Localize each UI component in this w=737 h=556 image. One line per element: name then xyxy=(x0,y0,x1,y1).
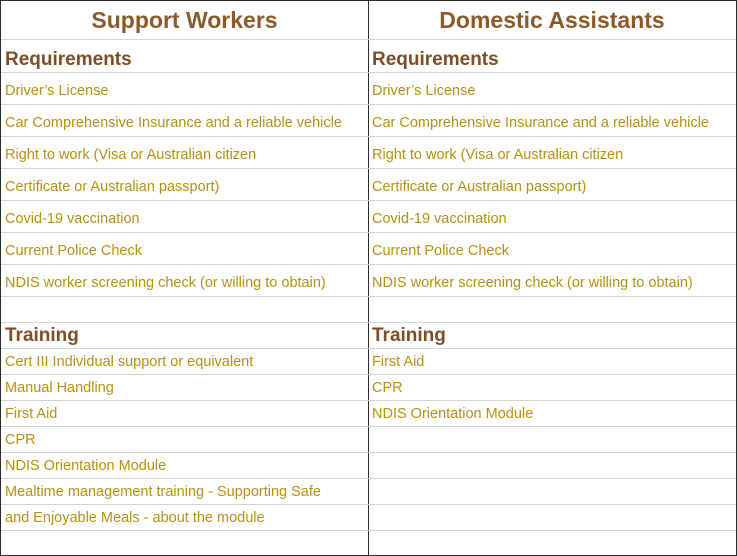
requirement-item: Current Police Check xyxy=(368,233,736,265)
requirement-item: Right to work (Visa or Australian citizen xyxy=(368,137,736,169)
training-item: Manual Handling xyxy=(1,375,368,401)
empty-row xyxy=(368,427,736,453)
requirement-item: Right to work (Visa or Australian citizen xyxy=(1,137,368,169)
requirement-item: Covid-19 vaccination xyxy=(1,201,368,233)
training-item: First Aid xyxy=(368,349,736,375)
training-item: Cert III Individual support or equivalent xyxy=(1,349,368,375)
empty-row xyxy=(368,453,736,479)
training-item: and Enjoyable Meals - about the module xyxy=(1,505,368,531)
requirement-item: NDIS worker screening check (or willing to obtain) xyxy=(1,265,368,297)
requirements-heading: Requirements xyxy=(368,40,736,73)
requirement-item: Driver’s License xyxy=(368,73,736,105)
training-item: First Aid xyxy=(1,401,368,427)
requirement-item: Driver’s License xyxy=(1,73,368,105)
domestic-assistants-column xyxy=(368,0,737,556)
empty-row xyxy=(368,479,736,505)
requirement-item: Car Comprehensive Insurance and a reliable vehicle xyxy=(1,105,368,137)
training-item: CPR xyxy=(368,375,736,401)
requirement-item: Covid-19 vaccination xyxy=(368,201,736,233)
requirement-item: NDIS worker screening check (or willing to obtain) xyxy=(368,265,736,297)
training-heading: Training xyxy=(1,323,368,349)
training-item: NDIS Orientation Module xyxy=(1,453,368,479)
empty-row xyxy=(368,505,736,531)
column-title: Support Workers xyxy=(1,1,368,40)
requirement-item: Car Comprehensive Insurance and a reliable vehicle xyxy=(368,105,736,137)
empty-row xyxy=(1,531,368,555)
requirement-item: Certificate or Australian passport) xyxy=(1,169,368,201)
empty-row xyxy=(368,297,736,323)
training-item: CPR xyxy=(1,427,368,453)
empty-row xyxy=(1,297,368,323)
empty-row xyxy=(368,531,736,555)
requirement-item: Certificate or Australian passport) xyxy=(368,169,736,201)
column-title: Domestic Assistants xyxy=(368,1,736,40)
training-heading: Training xyxy=(368,323,736,349)
training-item: NDIS Orientation Module xyxy=(368,401,736,427)
requirements-heading: Requirements xyxy=(1,40,368,73)
requirement-item: Current Police Check xyxy=(1,233,368,265)
training-item: Mealtime management training - Supporting Safe xyxy=(1,479,368,505)
